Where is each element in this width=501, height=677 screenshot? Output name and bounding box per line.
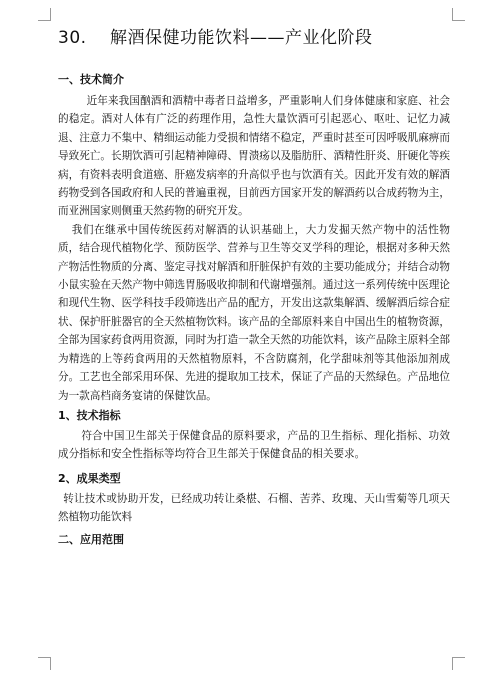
page-corner-mark-top-right bbox=[452, 8, 465, 21]
title-text: 解酒保健功能饮料——产业化阶段 bbox=[110, 28, 373, 48]
results-paragraph: 转让技术或协助开发，已经成功转让桑椹、石榴、苦荞、玫瑰、天山雪菊等几项天然植物功能饮料 bbox=[58, 492, 450, 524]
page-corner-mark-bottom-left bbox=[38, 657, 51, 670]
intro-paragraph-1: 近年来我国酗酒和酒精中毒者日益增多，严重影响人们身体健康和家庭、社会的稳定。酒对人体有广泛的药理作用，急性大量饮酒可引起恶心、呕吐、记忆力减退、注意力不集中、精细运动能力受损和情绪不稳定，严重时甚至可因呼吸肌麻痹而导致死亡。长期饮酒可引起精神障碍、胃溃疡以及脂肪肝、酒精性肝炎、肝硬化等疾病，有资料表明食道癌、肝癌发病率的升高似乎也与饮酒有关。因此开发有效的解酒药物受到各国政府和人民的普遍重视，目前西方国家开发的解酒药以合成药物为主，而亚洲国家则侧重天然药物的研究开发。 bbox=[58, 95, 450, 218]
document-page bbox=[58, 24, 450, 551]
page-corner-mark-top-left bbox=[38, 8, 51, 21]
section-heading-tech-intro: 一、技术简介 bbox=[58, 73, 124, 86]
intro-paragraph-2: 我们在继承中国传统医药对解酒的认识基础上，大力发掘天然产物中的活性物质，结合现代植物化学、预防医学、营养与卫生等交叉学科的理论，根据对多种天然产物活性物质的分离、鉴定寻找对解酒和肝脏保护有效的主要功能成分；并结合动物小鼠实验在天然产物中筛选胃肠吸收抑制和代谢增强剂。通过这一系列传统中医理论和现代生物、医学科技手段筛选出产品的配方，开发出这款集解酒、缓解酒后综合症状、保护肝脏器官的全天然植物饮料。该产品的全部原料来自中国出生的植物资源，全部为国家药食两用资源，同时为打造一款全天然的功能饮料，该产品除主原料全部为精选的上等药食两用的天然植物原料，不含防腐剂，化学甜味剂等其他添加剂成分。工艺也全部采用环保、先进的提取加工技术，保证了产品的天然绿色。产品地位为一款高档商务宴请的保健饮品。 bbox=[58, 223, 450, 402]
title-number: 30. bbox=[58, 28, 87, 48]
subsection-heading-results: 2、成果类型 bbox=[58, 471, 121, 485]
document-title bbox=[58, 24, 450, 52]
page-corner-mark-bottom-right bbox=[452, 657, 465, 670]
section-heading-application: 二、应用范围 bbox=[58, 532, 124, 546]
indicators-paragraph: 符合中国卫生部关于保健食品的原料要求，产品的卫生指标、理化指标、功效成分指标和安全性指标等均符合卫生部关于保健食品的相关要求。 bbox=[58, 429, 450, 461]
subsection-heading-indicators: 1、技术指标 bbox=[58, 408, 121, 422]
